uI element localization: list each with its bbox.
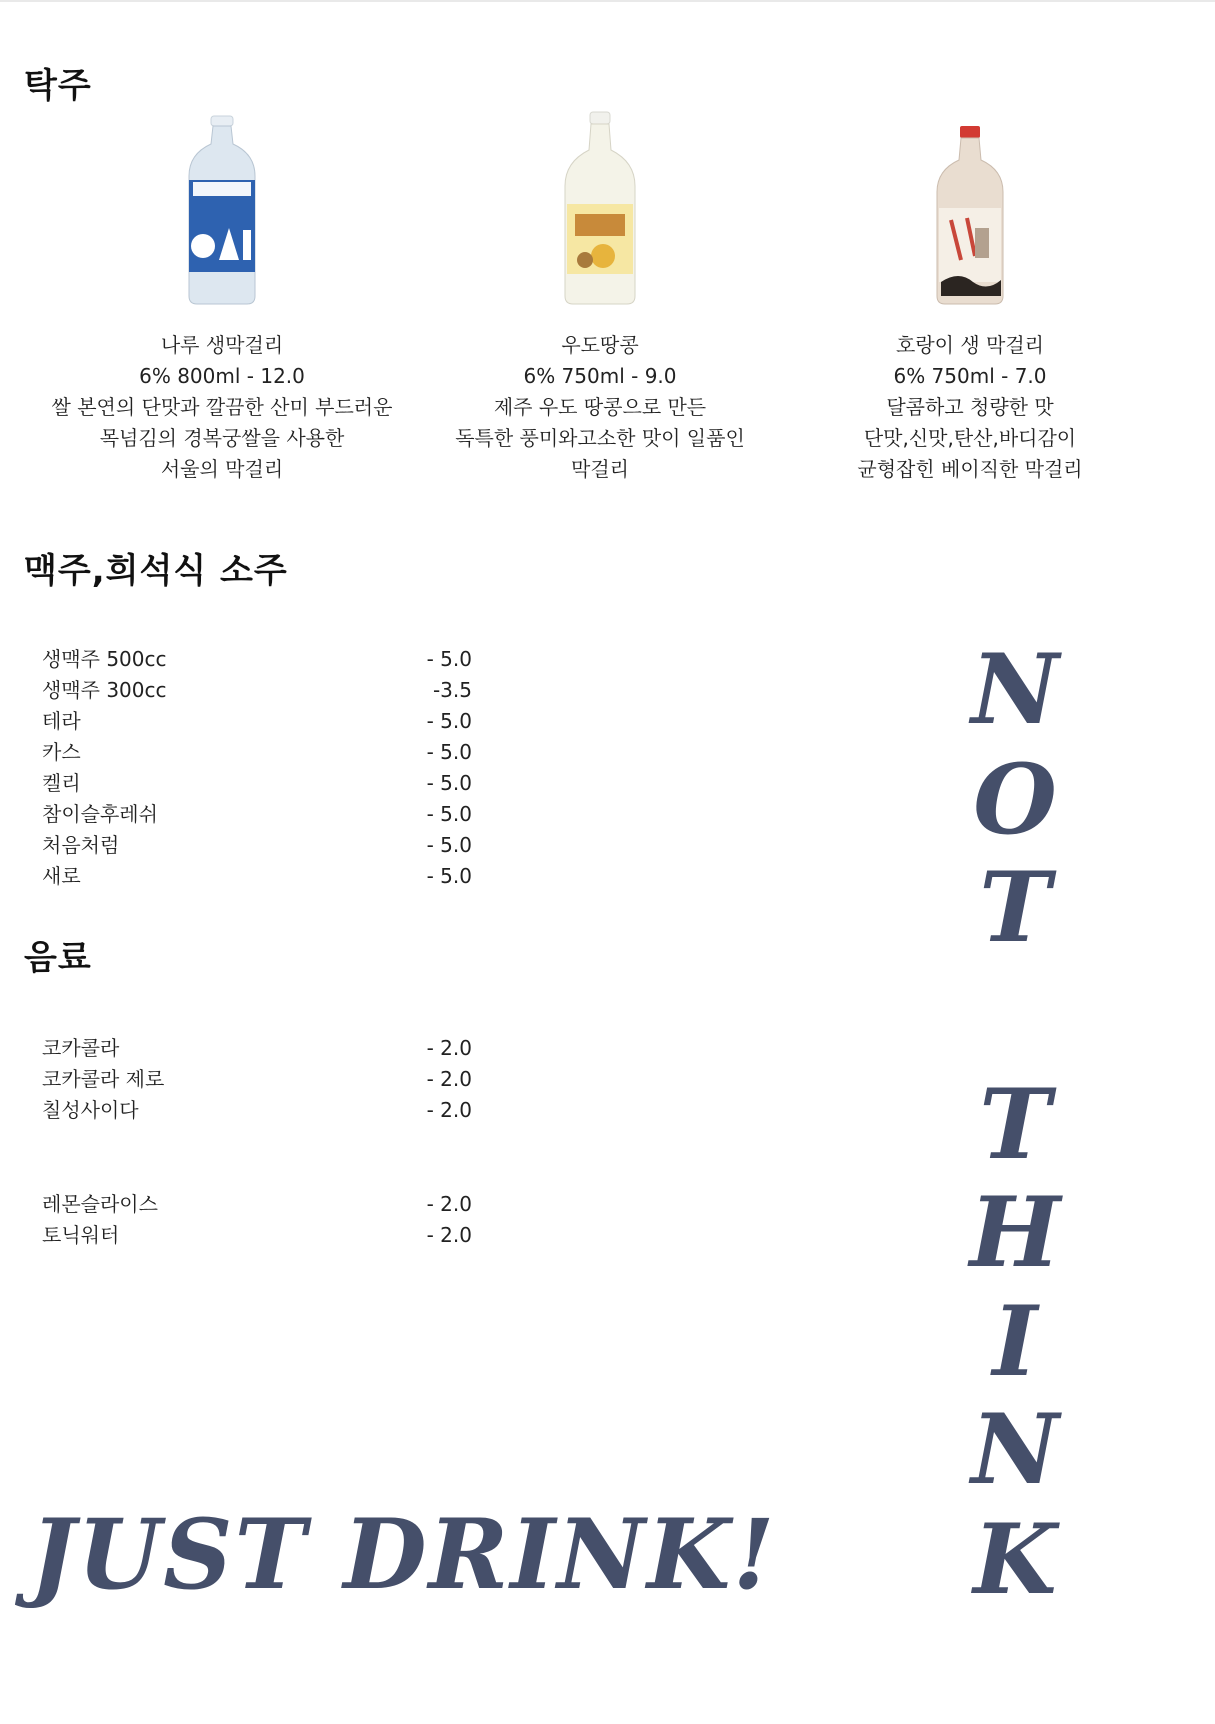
product-desc-line: 목넘김의 경복궁쌀을 사용한 (99, 426, 345, 450)
product-desc-line: 단맛,신맛,탄산,바디감이 (863, 426, 1077, 450)
menu-item-name: 코카콜라 제로 (42, 1067, 165, 1091)
slogan-letter: T (979, 851, 1051, 964)
menu-item-price: - 5.0 (426, 709, 472, 733)
menu-item-price: - 5.0 (426, 647, 472, 671)
product-card-horangi (780, 110, 1160, 485)
menu-item (42, 644, 472, 675)
menu-item-name: 카스 (42, 740, 81, 764)
product-name: 호랑이 생 막걸리 (896, 333, 1044, 357)
slogan-letter: N (971, 1393, 1059, 1506)
slogan-letter: T (979, 1068, 1051, 1181)
product-desc-line: 쌀 본연의 단맛과 깔끔한 산미 부드러운 (51, 395, 393, 419)
menu-item-name: 칠성사이다 (42, 1098, 139, 1122)
slogan-letter: N (971, 633, 1059, 746)
section-title-beer-soju: 맥주,희석식 소주 (24, 551, 288, 591)
product-spec-price: 6% 800ml - 12.0 (139, 364, 305, 388)
menu-item-name: 참이슬후레쉬 (42, 802, 158, 826)
udo-bottle-image (545, 110, 655, 310)
menu-item (42, 1064, 472, 1095)
product-desc-line: 균형잡힌 베이직한 막걸리 (857, 457, 1083, 481)
product-desc-line: 독특한 풍미와고소한 맛이 일품인 (455, 426, 745, 450)
section-title-drinks: 음료 (24, 938, 92, 978)
menu-item (42, 1220, 472, 1251)
menu-item-name: 코카콜라 (42, 1036, 120, 1060)
menu-item-name: 테라 (42, 709, 81, 733)
menu-item (42, 706, 472, 737)
menu-item-price: - 2.0 (426, 1067, 472, 1091)
extras-list (42, 1189, 472, 1251)
menu-item-name: 레몬슬라이스 (42, 1192, 158, 1216)
menu-item-name: 생맥주 300cc (42, 678, 167, 702)
menu-item-price: - 5.0 (426, 740, 472, 764)
menu-item (42, 1095, 472, 1126)
product-desc-line: 제주 우도 땅콩으로 만든 (493, 395, 707, 419)
product-desc-line: 서울의 막걸리 (160, 457, 284, 481)
product-spec-price: 6% 750ml - 7.0 (893, 364, 1047, 388)
product-card-udo-peanut (410, 110, 790, 485)
menu-item-name: 새로 (42, 864, 81, 888)
drinks-list (42, 1033, 472, 1126)
horangi-bottle-image (915, 110, 1025, 310)
menu-item-name: 생맥주 500cc (42, 647, 167, 671)
slogan-just-drink: JUST DRINK! (30, 1498, 777, 1611)
menu-item-price: - 5.0 (426, 802, 472, 826)
beer-soju-list (42, 644, 472, 892)
menu-item-price: - 5.0 (426, 771, 472, 795)
menu-item-price: - 2.0 (426, 1192, 472, 1216)
menu-item-price: - 5.0 (426, 833, 472, 857)
menu-item-name: 켈리 (42, 771, 81, 795)
product-spec-price: 6% 750ml - 9.0 (523, 364, 677, 388)
menu-item (42, 737, 472, 768)
slogan-letter: K (973, 1503, 1057, 1616)
menu-item (42, 768, 472, 799)
section-title-takju: 탁주 (24, 66, 92, 106)
top-divider (0, 0, 1215, 2)
product-desc-line: 막걸리 (571, 457, 629, 481)
naru-bottle-image (167, 110, 277, 310)
menu-item-price: -3.5 (432, 678, 472, 702)
menu-item (42, 830, 472, 861)
slogan-letter: O (973, 743, 1057, 856)
menu-item (42, 675, 472, 706)
slogan-letter: H (969, 1176, 1061, 1289)
menu-item-price: - 2.0 (426, 1223, 472, 1247)
menu-item-price: - 5.0 (426, 864, 472, 888)
menu-item (42, 1033, 472, 1064)
menu-item-name: 토닉워터 (42, 1223, 120, 1247)
menu-item (42, 799, 472, 830)
menu-item-name: 처음처럼 (42, 833, 120, 857)
product-desc-line: 달콤하고 청량한 맛 (886, 395, 1054, 419)
menu-item (42, 1189, 472, 1220)
product-card-naru (32, 110, 412, 485)
menu-item-price: - 2.0 (426, 1036, 472, 1060)
menu-item (42, 861, 472, 892)
menu-item-price: - 2.0 (426, 1098, 472, 1122)
slogan-letter: I (992, 1285, 1038, 1398)
product-name: 우도땅콩 (561, 333, 639, 357)
product-name: 나루 생막걸리 (160, 333, 284, 357)
